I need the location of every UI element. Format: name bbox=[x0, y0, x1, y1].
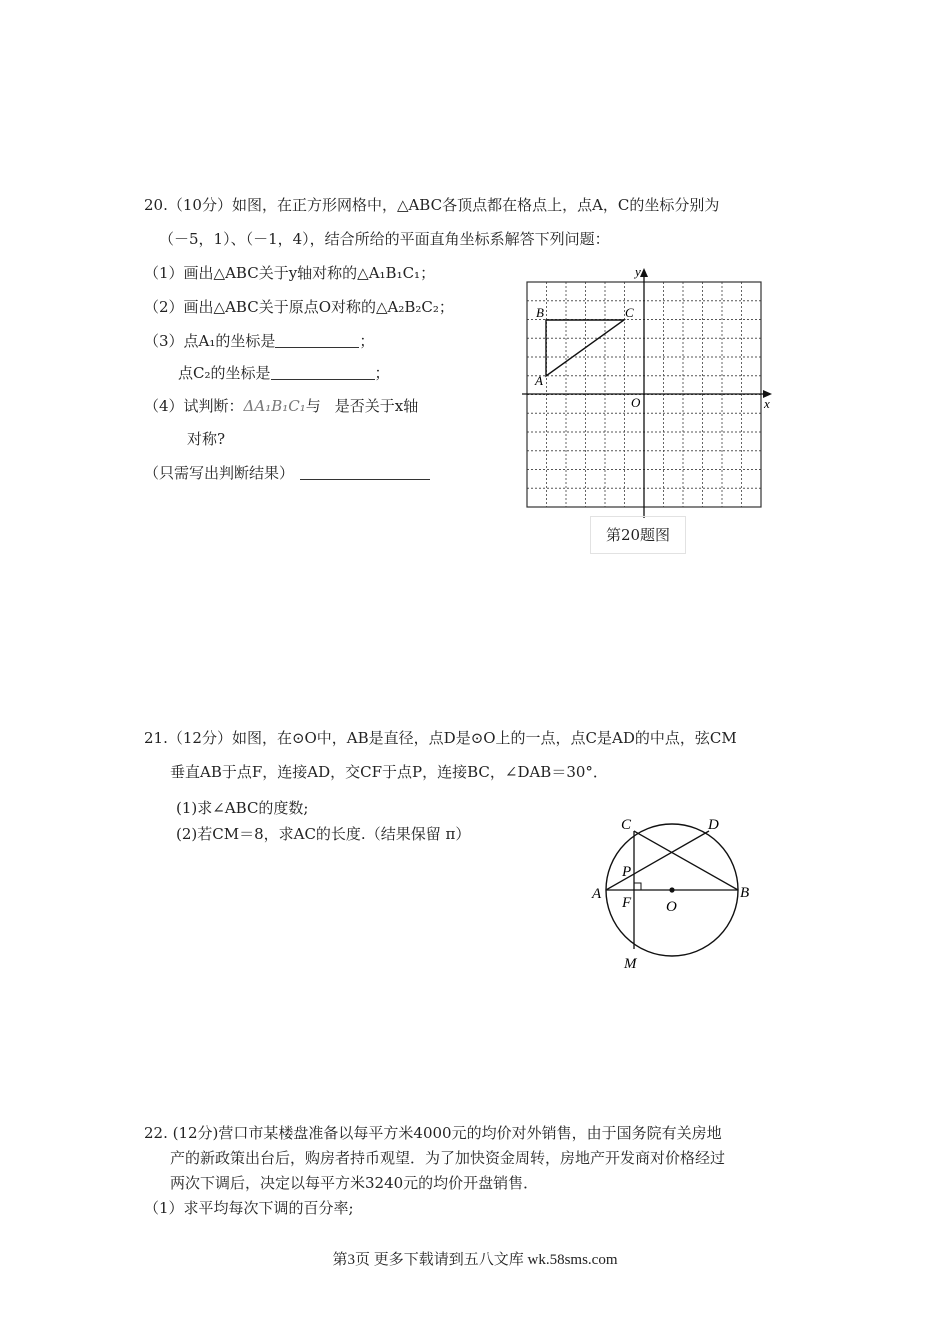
point-d-label: D bbox=[708, 817, 719, 833]
q22-line1: 22. (12分)营口市某楼盘准备以每平方米4000元的均价对外销售，由于国务院有关房地 bbox=[144, 1124, 722, 1142]
page-footer: 第3页 更多下载请到五八文库 wk.58sms.com bbox=[332, 1252, 618, 1268]
q20-sub3b-text: 点C₂的坐标是 bbox=[178, 364, 271, 382]
q20-sub4-mid: 与 bbox=[305, 397, 321, 415]
y-axis-label: y bbox=[635, 264, 641, 279]
q21-line2: 垂直AB于点F，连接AD，交CF于点P，连接BC，∠DAB＝30°． bbox=[170, 763, 608, 781]
origin-label: O bbox=[631, 395, 641, 410]
q20-sub3a-end: ； bbox=[359, 332, 375, 350]
q21-circle-figure bbox=[588, 810, 758, 975]
q22-sub1: （1）求平均每次下调的百分率; bbox=[144, 1199, 354, 1217]
figure-20-caption: 第20题图 bbox=[590, 516, 686, 554]
q20-sub4c bbox=[144, 462, 430, 483]
y-axis-arrow-icon bbox=[640, 268, 648, 277]
q20-sub3a bbox=[144, 330, 374, 351]
q21-sub2: (2)若CM＝8，求AC的长度.（结果保留 π） bbox=[176, 825, 471, 843]
triangle-abc bbox=[546, 320, 624, 376]
q20-sub3b bbox=[178, 362, 390, 383]
q20-sub2: （2）画出△ABC关于原点O对称的△A₂B₂C₂； bbox=[144, 298, 454, 316]
answer-blank-a1[interactable] bbox=[275, 333, 359, 348]
q20-sub4c-text: （只需写出判断结果） bbox=[144, 464, 295, 482]
q20-sub1: （1）画出△ABC关于y轴对称的△A₁B₁C₁； bbox=[144, 264, 436, 282]
right-angle-mark bbox=[634, 883, 641, 890]
point-c-label: C bbox=[625, 305, 634, 320]
q22-line2: 产的新政策出台后，购房者持币观望．为了加快资金周转，房地产开发商对价格经过 bbox=[170, 1149, 726, 1167]
q21-sub1: (1)求∠ABC的度数; bbox=[176, 799, 309, 817]
point-a-label: A bbox=[535, 373, 543, 388]
q22-line3: 两次下调后，决定以每平方米3240元的均价开盘销售． bbox=[170, 1174, 539, 1192]
point-o-label: O bbox=[666, 899, 677, 915]
point-c-label: C bbox=[621, 817, 632, 833]
q20-sub3b-end: ； bbox=[374, 364, 390, 382]
q20-sub3a-text: （3）点A₁的坐标是 bbox=[144, 332, 276, 350]
x-axis-label: x bbox=[764, 396, 770, 411]
answer-blank-c2[interactable] bbox=[271, 365, 375, 380]
q20-sub4a-text: （4）试判断： bbox=[144, 397, 244, 415]
point-b-label: B bbox=[740, 885, 750, 901]
q20-sub4b: 对称? bbox=[187, 430, 226, 448]
q20-coordinate-grid bbox=[518, 262, 780, 524]
q20-sub4-formula: ΔA₁B₁C₁ bbox=[243, 397, 306, 415]
chord-ad bbox=[606, 831, 709, 890]
point-m-label: M bbox=[624, 956, 637, 972]
point-a-label: A bbox=[592, 886, 602, 902]
answer-blank-judgement[interactable] bbox=[300, 465, 430, 480]
q20-sub4-rest: 是否关于x轴 bbox=[334, 397, 419, 415]
point-f-label: F bbox=[622, 895, 632, 911]
q21-line1: 21.（12分）如图，在⊙O中，AB是直径，点D是⊙O上的一点，点C是AD的中点，弦CM bbox=[144, 729, 737, 747]
point-b-label: B bbox=[536, 305, 544, 320]
center-o-dot bbox=[669, 887, 674, 892]
q20-line1: 20.（10分）如图，在正方形网格中，△ABC各顶点都在格点上，点A，C的坐标分别为 bbox=[144, 196, 720, 214]
q20-sub4a bbox=[144, 395, 418, 416]
q20-line2: （－5，1）、（－1，4），结合所给的平面直角坐标系解答下列问题： bbox=[159, 230, 610, 248]
chord-bc bbox=[634, 831, 738, 890]
point-p-label: P bbox=[622, 864, 632, 880]
